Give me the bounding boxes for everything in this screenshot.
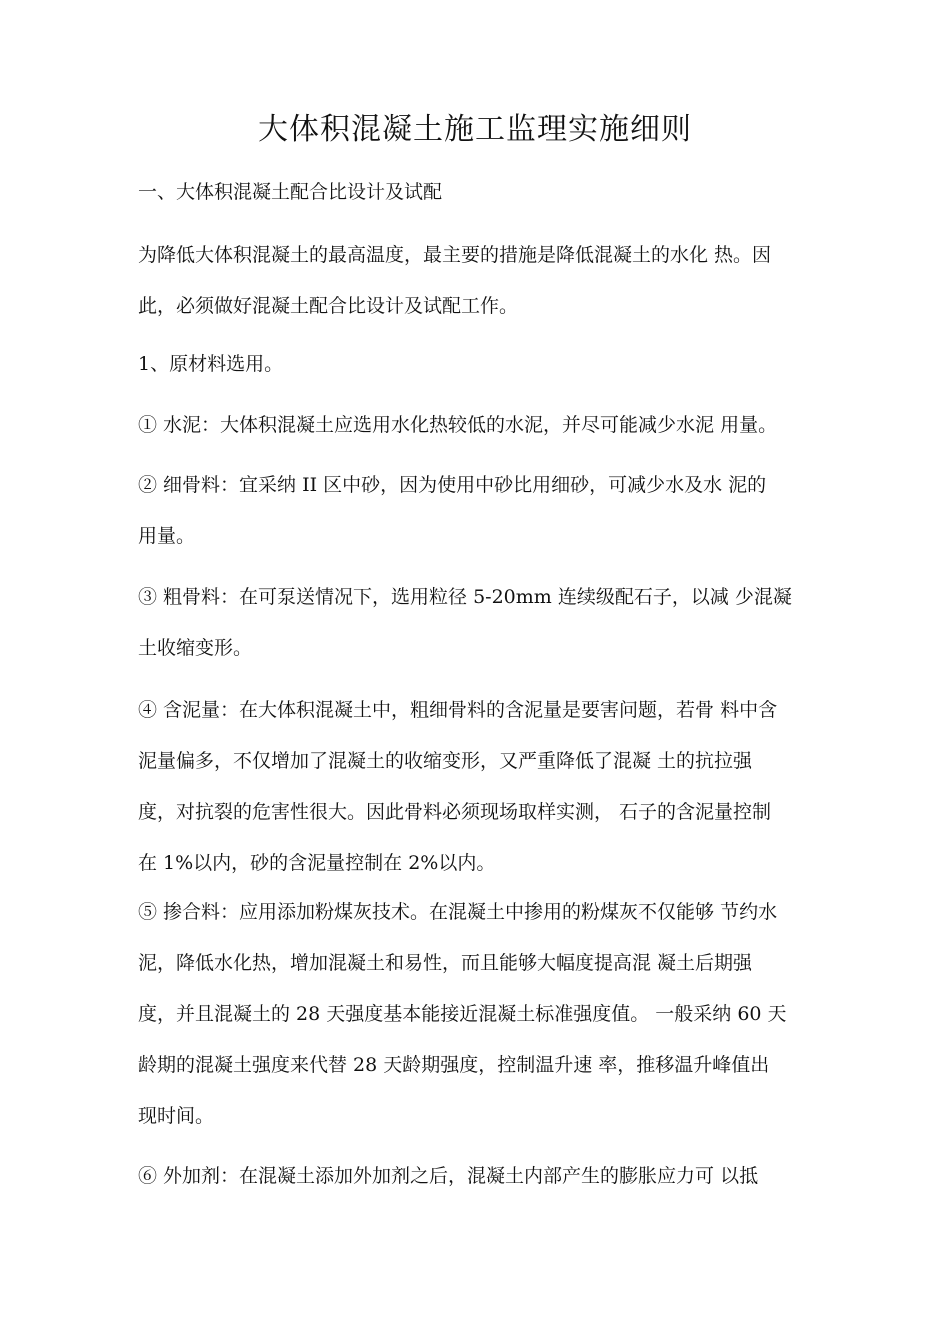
document-title: 大体积混凝土施工监理实施细则 [258, 112, 692, 147]
subheading-raw-materials [138, 339, 828, 390]
admixture-paragraph [138, 887, 828, 1142]
admixture-line: 泥，降低水化热，增加混凝土和易性，而且能够大幅度提高混 凝土后期强 [138, 952, 753, 974]
coarse-aggregate-paragraph [138, 572, 828, 674]
mud-content-paragraph [138, 685, 828, 889]
additive-paragraph [138, 1151, 828, 1202]
section-heading: 一、大体积混凝土配合比设计及试配 [138, 181, 443, 203]
admixture-line: 度，并且混凝土的 28 天强度基本能接近混凝土标准强度值。 一般采纳 60 天 [138, 1003, 787, 1025]
mud-content-line: 泥量偏多，不仅增加了混凝土的收缩变形，又严重降低了混凝 土的抗拉强 [138, 750, 753, 772]
admixture-line: 现时间。 [138, 1105, 215, 1127]
fine-aggregate-line: ② 细骨料：宜采纳 II 区中砂，因为使用中砂比用细砂，可减少水及水 泥的 [138, 474, 767, 496]
fine-aggregate-paragraph [138, 460, 828, 562]
intro-line: 为降低大体积混凝土的最高温度，最主要的措施是降低混凝土的水化 热。因 [138, 244, 772, 266]
coarse-aggregate-line: ③ 粗骨料：在可泵送情况下，选用粒径 5-20mm 连续级配石子，以减 少混凝 [138, 586, 792, 608]
coarse-aggregate-line: 土收缩变形。 [138, 637, 253, 659]
cement-paragraph [138, 400, 828, 451]
admixture-line: 龄期的混凝土强度来代替 28 天龄期强度，控制温升速 率，推移温升峰值出 [138, 1054, 770, 1076]
fine-aggregate-line: 用量。 [138, 525, 196, 547]
intro-line: 此，必须做好混凝土配合比设计及试配工作。 [138, 295, 519, 317]
mud-content-line: ④ 含泥量：在大体积混凝土中，粗细骨料的含泥量是要害问题，若骨 料中含 [138, 699, 778, 721]
mud-content-line: 在 1%以内，砂的含泥量控制在 2%以内。 [138, 852, 496, 874]
additive-line: ⑥ 外加剂：在混凝土添加外加剂之后，混凝土内部产生的膨胀应力可 以抵 [138, 1165, 759, 1187]
subheading-line: 1、原材料选用。 [138, 353, 284, 375]
admixture-line: ⑤ 掺合料：应用添加粉煤灰技术。在混凝土中掺用的粉煤灰不仅能够 节约水 [138, 901, 778, 923]
cement-line: ① 水泥：大体积混凝土应选用水化热较低的水泥，并尽可能减少水泥 用量。 [138, 414, 778, 436]
mud-content-line: 度，对抗裂的危害性很大。因此骨料必须现场取样实测， 石子的含泥量控制 [138, 801, 772, 823]
intro-paragraph [138, 230, 828, 332]
